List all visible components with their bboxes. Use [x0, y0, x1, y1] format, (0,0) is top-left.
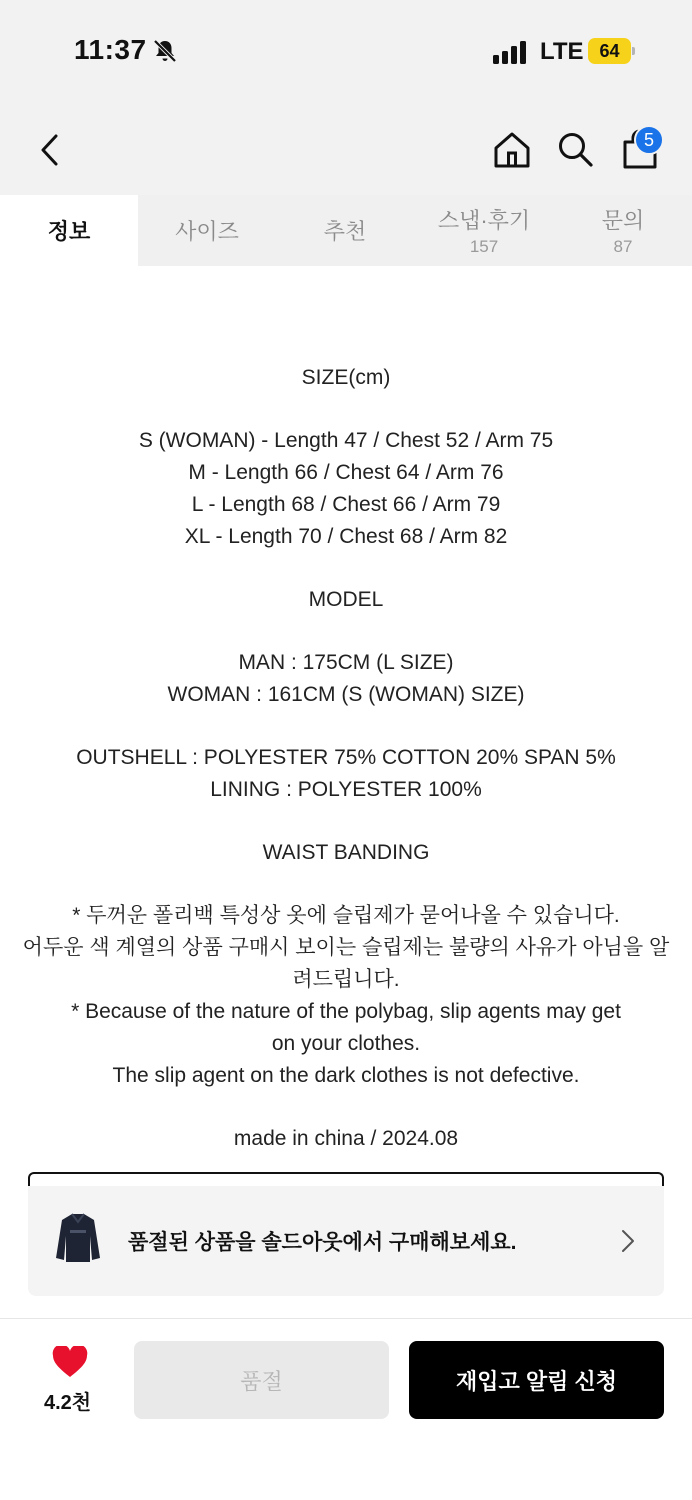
size-row: S (WOMAN) - Length 47 / Chest 52 / Arm 75: [138, 429, 554, 452]
model-row: WOMAN : 161CM (S (WOMAN) SIZE): [167, 683, 525, 706]
tab-label: 스냅·후기: [437, 208, 531, 233]
tab-size[interactable]: [138, 195, 276, 266]
size-row: L - Length 68 / Chest 66 / Arm 79: [191, 493, 501, 516]
jacket-thumbnail: [50, 1206, 106, 1270]
tab-inquiry[interactable]: [554, 195, 692, 266]
promo-text: 품절된 상품을 솔드아웃에서 구매해보세요.: [128, 1231, 517, 1254]
note-line: The slip agent on the dark clothes is not defective.: [112, 1064, 580, 1087]
status-time: 11:37: [74, 34, 147, 65]
tab-count: 87: [613, 237, 633, 256]
network-label: LTE: [540, 38, 584, 65]
search-icon[interactable]: [556, 130, 594, 168]
model-row: MAN : 175CM (L SIZE): [238, 651, 454, 674]
tab-info[interactable]: [0, 195, 138, 266]
size-row: M - Length 66 / Chest 64 / Arm 76: [188, 461, 504, 484]
size-row: XL - Length 70 / Chest 68 / Arm 82: [184, 525, 508, 548]
material-row: OUTSHELL : POLYESTER 75% COTTON 20% SPAN 5%: [76, 746, 616, 769]
heart-icon[interactable]: [52, 1346, 88, 1378]
chevron-right-icon: [620, 1228, 636, 1254]
bell-off-icon: [152, 38, 178, 64]
battery-indicator: [588, 38, 634, 64]
battery-tip: [632, 47, 635, 55]
size-title: SIZE(cm): [301, 366, 391, 389]
tab-label: 정보: [47, 219, 91, 244]
note-line: 어두운 색 계열의 상품 구매시 보이는 슬립제는 불량의 사유가 아님을 알: [22, 936, 670, 959]
tab-bar: [0, 195, 692, 266]
soldout-promo-banner[interactable]: [28, 1186, 664, 1296]
restock-alert-button[interactable]: 재입고 알림 신청: [409, 1341, 664, 1419]
tab-label: 추천: [323, 219, 367, 244]
soldout-button[interactable]: 품절: [134, 1341, 389, 1419]
collapsed-panel-edge: [28, 1172, 664, 1186]
tab-recommend[interactable]: [276, 195, 414, 266]
like-count: 4.2천: [44, 1392, 92, 1414]
note-line: on your clothes.: [271, 1032, 421, 1055]
home-icon[interactable]: [492, 130, 532, 170]
note-line: * Because of the nature of the polybag, slip agents may get: [71, 1000, 621, 1023]
origin-info: made in china / 2024.08: [233, 1127, 459, 1150]
model-title: MODEL: [308, 588, 384, 611]
tab-label: 사이즈: [175, 219, 239, 244]
battery-level: 64: [588, 38, 631, 64]
tab-snap-review[interactable]: [414, 195, 554, 266]
tab-label: 문의: [601, 208, 645, 233]
product-details: [0, 266, 692, 1155]
material-row: LINING : POLYESTER 100%: [210, 778, 482, 801]
tab-count: 157: [469, 237, 499, 256]
cart-badge[interactable]: 5: [634, 125, 664, 155]
note-line: * 두꺼운 폴리백 특성상 옷에 슬립제가 묻어나올 수 있습니다.: [72, 904, 620, 927]
waist-info: WAIST BANDING: [262, 841, 430, 864]
note-line: 려드립니다.: [292, 968, 400, 991]
back-icon[interactable]: [38, 132, 64, 168]
signal-icon: [493, 40, 529, 64]
